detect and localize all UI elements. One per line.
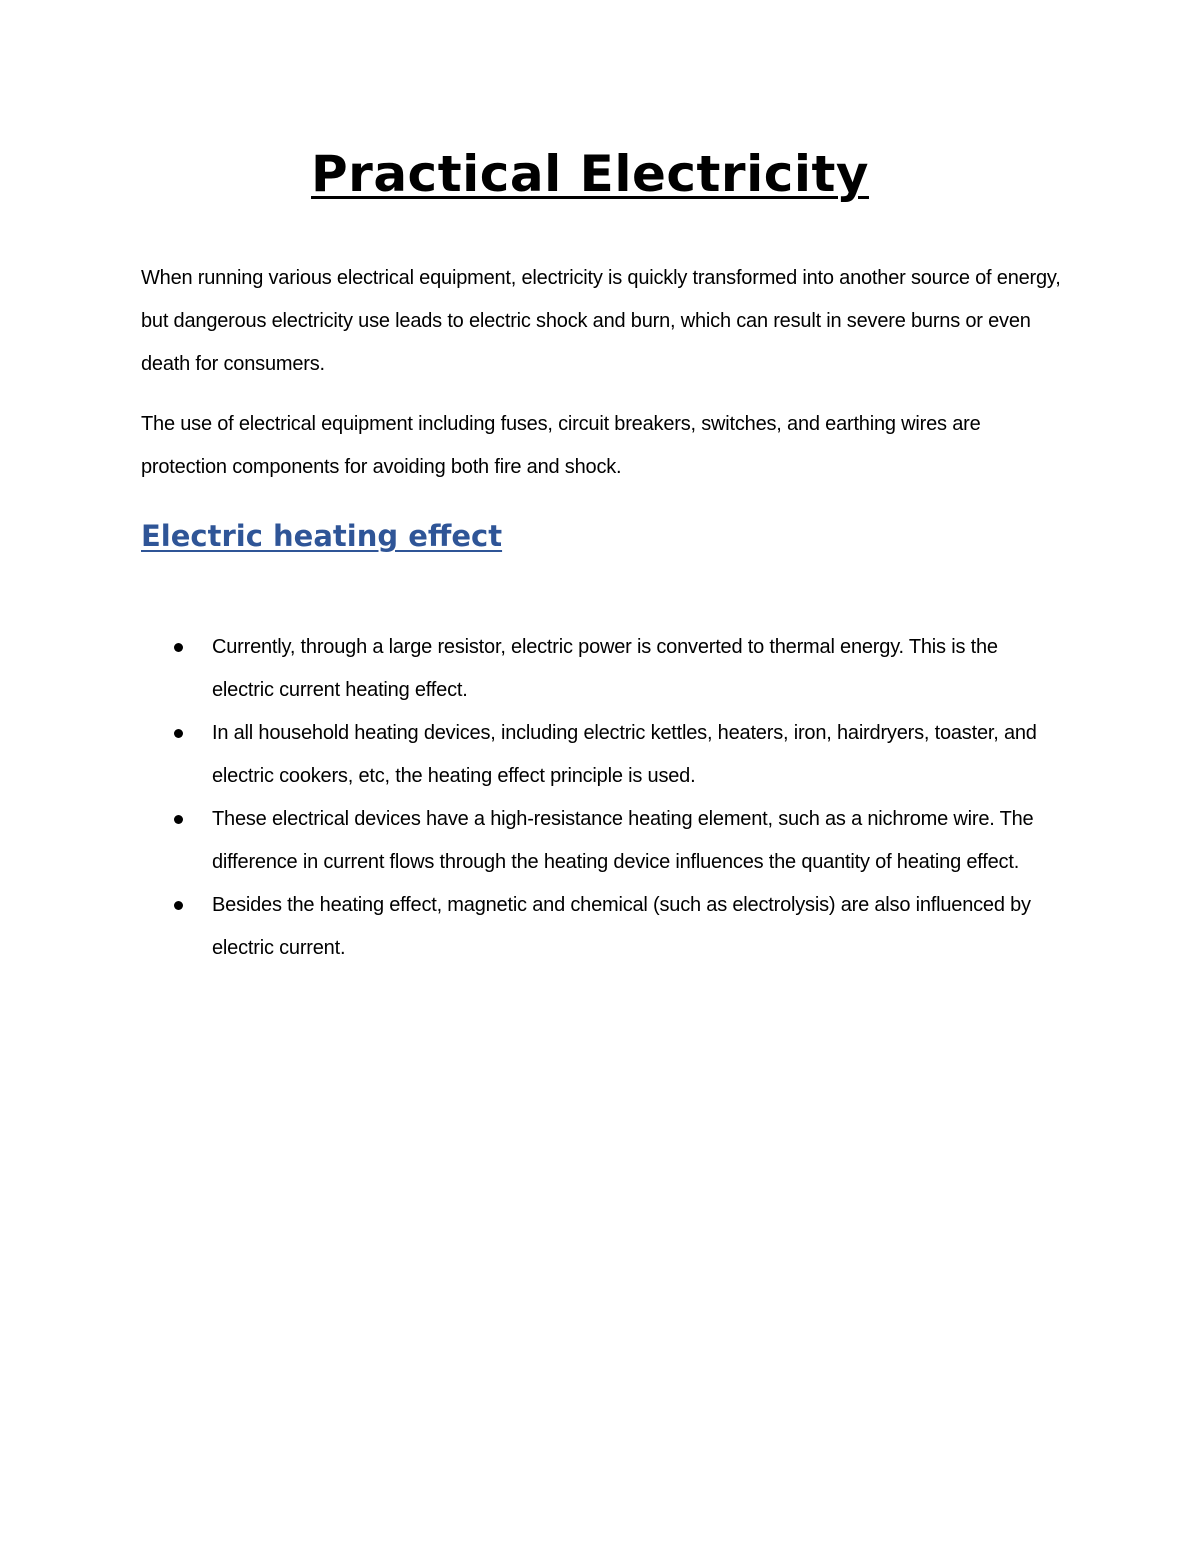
bullet-list <box>212 626 1062 970</box>
list-item <box>212 798 1062 884</box>
bullet-icon <box>174 901 183 910</box>
list-item-text: Besides the heating effect, magnetic and chemical (such as electrolysis) are also influenced by electric current. <box>212 894 1031 959</box>
list-item <box>212 712 1062 798</box>
intro-paragraph-2: The use of electrical equipment including fuses, circuit breakers, switches, and earthing wires are protection components for avoiding both fire and shock. <box>141 413 981 478</box>
intro-paragraph-1: When running various electrical equipment, electricity is quickly transformed into another source of energy, but dangerous electricity use leads to electric shock and burn, which can result in severe burns or even death for consumers. <box>141 267 1061 375</box>
bullet-icon <box>174 729 183 738</box>
page-title-text: Practical Electricity <box>311 145 869 203</box>
list-item <box>212 884 1062 970</box>
list-item-text: Currently, through a large resistor, electric power is converted to thermal energy. This is the electric current heating effect. <box>212 636 998 701</box>
page-title <box>0 138 1200 210</box>
list-item-text: These electrical devices have a high-resistance heating element, such as a nichrome wire. The difference in current flows through the heating device influences the quantity of heating effect. <box>212 808 1034 873</box>
list-item <box>212 626 1062 712</box>
bullet-icon <box>174 815 183 824</box>
list-item-text: In all household heating devices, including electric kettles, heaters, iron, hairdryers, toaster, and electric cookers, etc, the heating effect principle is used. <box>212 722 1037 787</box>
bullet-icon <box>174 643 183 652</box>
section-heading: Electric heating effect <box>141 519 503 553</box>
